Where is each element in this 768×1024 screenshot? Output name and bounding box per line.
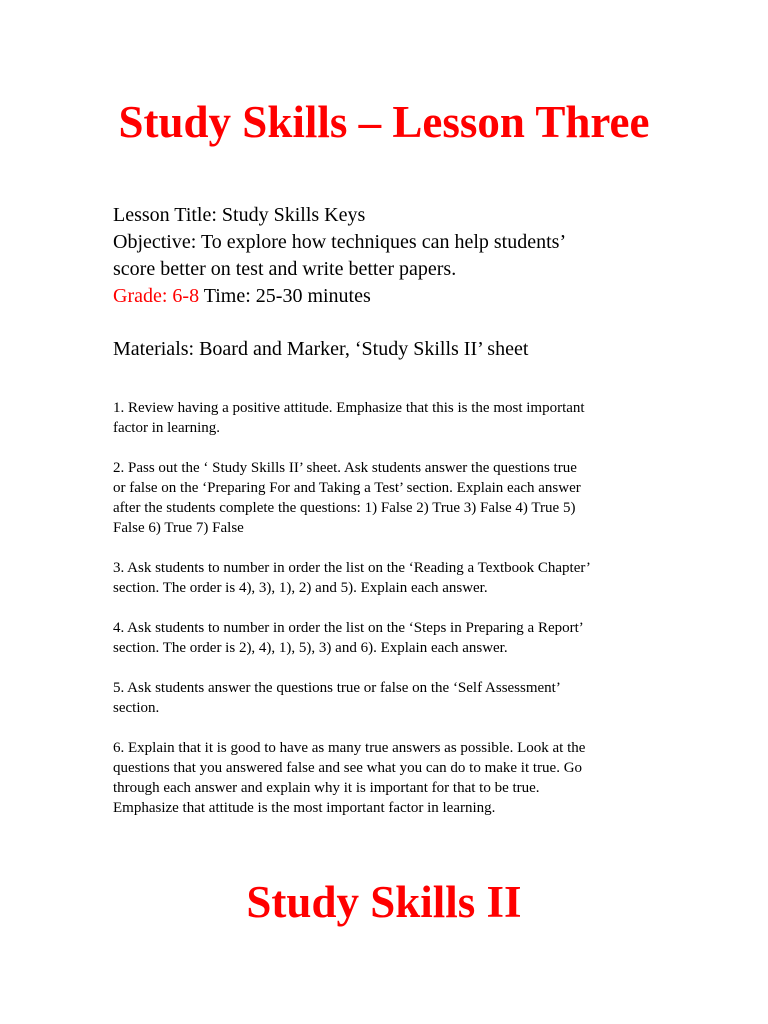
materials-line: Materials: Board and Marker, ‘Study Skills II’ sheet bbox=[113, 338, 529, 360]
step-line: 3. Ask students to number in order the list on the ‘Reading a Textbook Chapter’ bbox=[113, 560, 591, 576]
step-1 bbox=[113, 398, 658, 438]
lesson-info bbox=[113, 202, 713, 310]
page-title: Study Skills – Lesson Three bbox=[118, 97, 650, 147]
step-line: through each answer and explain why it is important for that to be true. bbox=[113, 780, 540, 796]
step-line: 1. Review having a positive attitude. Emphasize that this is the most important bbox=[113, 400, 585, 416]
step-line: section. The order is 4), 3), 1), 2) and 5). Explain each answer. bbox=[113, 580, 488, 596]
step-5 bbox=[113, 678, 658, 718]
section-heading: Study Skills II bbox=[246, 877, 522, 927]
objective-line-1: Objective: To explore how techniques can help students’ bbox=[113, 231, 567, 253]
objective-line-2: score better on test and write better papers. bbox=[113, 258, 457, 280]
step-line: Emphasize that attitude is the most important factor in learning. bbox=[113, 800, 496, 816]
time-text: Time: 25-30 minutes bbox=[199, 285, 371, 307]
grade-time-line bbox=[113, 283, 713, 310]
step-4 bbox=[113, 618, 658, 658]
step-line: 6. Explain that it is good to have as many true answers as possible. Look at the bbox=[113, 740, 586, 756]
step-line: after the students complete the questions: 1) False 2) True 3) False 4) True 5) bbox=[113, 500, 576, 516]
step-line: False 6) True 7) False bbox=[113, 520, 244, 536]
step-3 bbox=[113, 558, 658, 598]
step-line: 4. Ask students to number in order the list on the ‘Steps in Preparing a Report’ bbox=[113, 620, 584, 636]
step-line: section. The order is 2), 4), 1), 5), 3) and 6). Explain each answer. bbox=[113, 640, 508, 656]
step-line: or false on the ‘Preparing For and Taking a Test’ section. Explain each answer bbox=[113, 480, 581, 496]
step-2 bbox=[113, 458, 658, 538]
step-line: factor in learning. bbox=[113, 420, 221, 436]
step-6 bbox=[113, 738, 658, 818]
step-line: 2. Pass out the ‘ Study Skills II’ sheet. Ask students answer the questions true bbox=[113, 460, 577, 476]
step-line: questions that you answered false and see what you can do to make it true. Go bbox=[113, 760, 583, 776]
grade-label: Grade: 6-8 bbox=[113, 285, 200, 307]
step-line: section. bbox=[113, 700, 160, 716]
lesson-title-line: Lesson Title: Study Skills Keys bbox=[113, 204, 366, 226]
step-line: 5. Ask students answer the questions true or false on the ‘Self Assessment’ bbox=[113, 680, 561, 696]
